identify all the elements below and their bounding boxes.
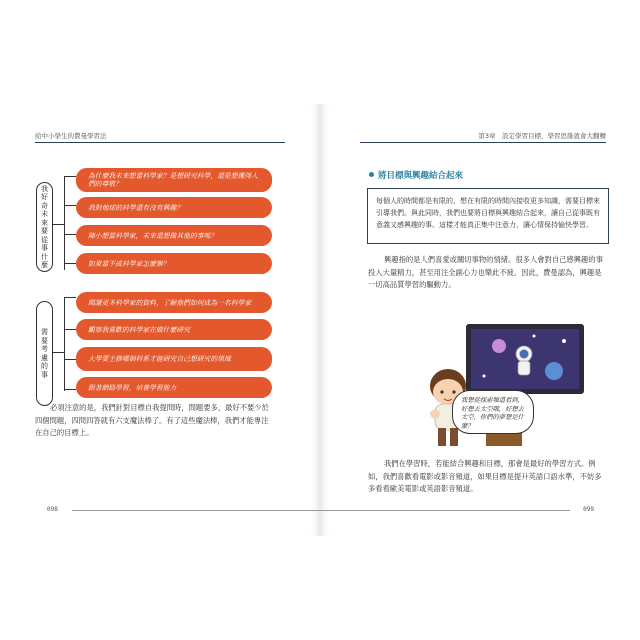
- left-page: [0, 104, 321, 536]
- body-paragraph: 我們在學習時，若能結合興趣和目標，那會是最好的學習方式。例如，我們喜歡看電影或影音頻道，如果目標是提升英語口語水準，不妨多多看看歐美電影或英語影音頻道。: [368, 459, 602, 493]
- footer-rule-right: [320, 510, 570, 511]
- category-label-a: 我好奇未來要從事什麼: [36, 182, 53, 272]
- book-spread: [0, 104, 640, 536]
- speech-bubble: 我想從探索頻道看到，好想去太空哦，好想去太空，你們的夢想是什麼？: [452, 390, 534, 434]
- body-paragraph: 興趣指的是人們喜愛或關切事物的情緒。很多人會對自己感興趣的事投入大量精力，甚至用注全副心力也樂此不疲。因此，費曼認為，興趣是一切高品質學習的驅動力。: [368, 255, 603, 289]
- bracket-a-tick: [64, 176, 76, 177]
- action-pill: 跟著網路學習，培養學習能力: [76, 377, 272, 398]
- bracket-b: [64, 297, 65, 391]
- header-rule-right: [360, 142, 606, 143]
- section-bullet-icon: [369, 172, 374, 177]
- running-header-left: 給中小學生的費曼學習法: [35, 132, 107, 140]
- callout-box: 每個人的時間都是有限的，想在有限的時間內接收更多知識，需要目標來引導我們。與此同時，我們也要將目標與興趣結合起來，讓自己從事既有意義又感興趣的事。這樣才能真正集中注意力，讓心情保持愉快學習。: [367, 188, 609, 244]
- running-header-right: 第3章 設定學習目標，學習思維就會大翻轉: [478, 132, 606, 140]
- bracket-a-stem: [53, 224, 64, 225]
- bracket-b-stem: [53, 352, 64, 353]
- page-number-left: 098: [47, 506, 58, 513]
- section-title: 將目標與興趣結合起來: [378, 171, 464, 181]
- bracket-a-tick: [64, 234, 76, 235]
- footer-rule-left: [72, 510, 320, 511]
- question-pill: 我對地球的科學還有沒有興趣？: [76, 197, 272, 218]
- bracket-b-tick: [64, 359, 76, 360]
- question-pill: 陳小想當科學家，未來還想做其他的事嗎？: [76, 225, 272, 246]
- bracket-b-tick: [64, 389, 76, 390]
- children-watching-tv-illustration: [404, 316, 594, 456]
- header-rule-left: [35, 142, 285, 143]
- bracket-a-tick: [64, 263, 76, 264]
- bracket-a-tick: [64, 205, 76, 206]
- action-pill: 閱讀更多科學家的資料，了解他們如何成為一名科學家: [76, 292, 272, 313]
- action-pill: 大學要主修哪個科系才能研究自己想研究的領域: [76, 347, 272, 371]
- page-number-right: 099: [583, 506, 594, 513]
- bracket-b-tick: [64, 329, 76, 330]
- action-pill: 觀察我喜歡的科學家在做什麼研究: [76, 319, 272, 340]
- category-label-b: 需要考慮的事: [36, 301, 53, 406]
- body-paragraph: 必須注意的是，我們針對目標自我提問時，問題要多，最好不要少於四個問題，四問四答就有六支魔法棒了。有了這些魔法棒，我們才能專注在自己的目標上。: [35, 403, 269, 437]
- bracket-a: [64, 176, 65, 270]
- question-pill: 為什麼我未來想當科學家？是想研究科學，還是想獲得人們的尊敬？: [76, 168, 272, 192]
- right-page: [320, 104, 640, 536]
- question-pill: 如果當不成科學家怎麼辦？: [76, 253, 272, 274]
- bracket-b-tick: [64, 297, 76, 298]
